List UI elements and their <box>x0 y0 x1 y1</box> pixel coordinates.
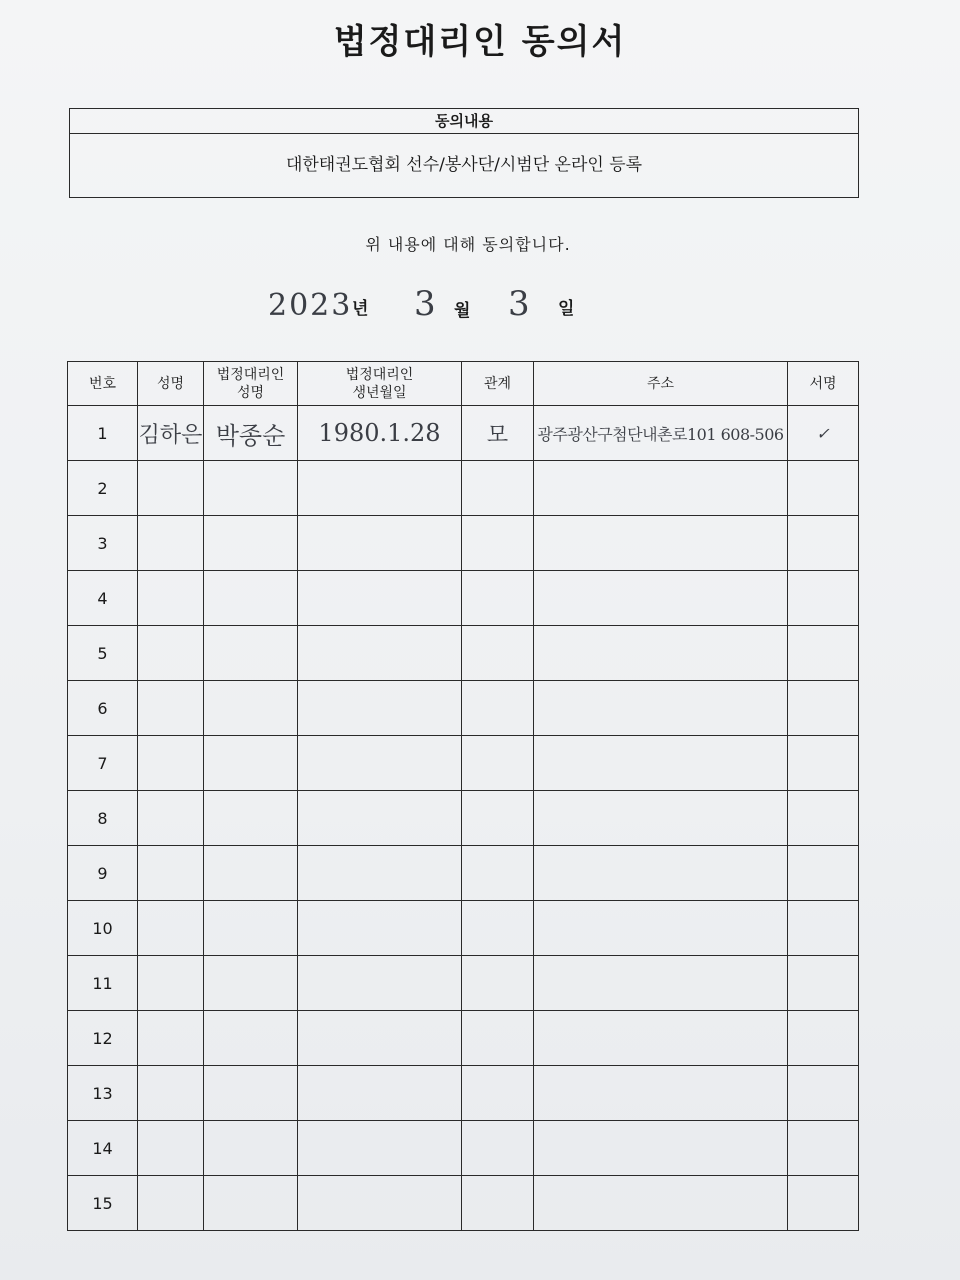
cell-name <box>138 1176 204 1231</box>
row-number: 15 <box>68 1176 138 1231</box>
cell-name <box>138 956 204 1011</box>
cell-name <box>138 1121 204 1176</box>
header-guardian-birth <box>298 362 462 406</box>
cell-guardian-name <box>204 736 298 791</box>
cell-signature <box>788 956 859 1011</box>
row-number: 2 <box>68 461 138 516</box>
header-guardian-birth-line2: 생년월일 <box>352 384 407 401</box>
row-number: 1 <box>68 406 138 461</box>
cell-address <box>534 846 788 901</box>
date-month-label: 월 <box>454 301 471 321</box>
header-signature: 서명 <box>788 362 859 406</box>
row-number: 4 <box>68 571 138 626</box>
date-month: 3 <box>414 284 436 324</box>
cell-signature <box>788 846 859 901</box>
cell-guardian-birth <box>298 1011 462 1066</box>
cell-name <box>138 1066 204 1121</box>
row-number: 3 <box>68 516 138 571</box>
cell-guardian-birth <box>298 626 462 681</box>
table-row <box>68 571 859 626</box>
cell-name <box>138 461 204 516</box>
cell-address <box>534 571 788 626</box>
row-number: 5 <box>68 626 138 681</box>
cell-address <box>534 736 788 791</box>
header-guardian-name-line2: 성명 <box>236 384 265 401</box>
cell-guardian-birth <box>298 516 462 571</box>
table-row <box>68 1176 859 1231</box>
cell-relation <box>462 901 534 956</box>
cell-signature: ✓ <box>788 406 859 461</box>
cell-guardian-name <box>204 901 298 956</box>
cell-address <box>534 1121 788 1176</box>
cell-name <box>138 571 204 626</box>
cell-relation <box>462 1176 534 1231</box>
cell-relation <box>462 1121 534 1176</box>
cell-address <box>534 1011 788 1066</box>
cell-guardian-birth: 1980.1.28 <box>298 406 462 461</box>
table-header-row <box>68 362 859 406</box>
cell-relation <box>462 681 534 736</box>
consent-header: 동의내용 <box>70 109 858 134</box>
date-line <box>0 284 960 328</box>
cell-signature <box>788 1011 859 1066</box>
row-number: 14 <box>68 1121 138 1176</box>
cell-relation <box>462 516 534 571</box>
agreement-statement: 위 내용에 대해 동의합니다. <box>365 235 571 254</box>
date-day-label: 일 <box>558 299 575 319</box>
cell-guardian-name <box>204 461 298 516</box>
cell-guardian-name <box>204 956 298 1011</box>
cell-guardian-birth <box>298 681 462 736</box>
table-row <box>68 1121 859 1176</box>
cell-guardian-birth <box>298 791 462 846</box>
cell-guardian-birth <box>298 1066 462 1121</box>
cell-relation <box>462 1011 534 1066</box>
row-number: 12 <box>68 1011 138 1066</box>
cell-guardian-birth <box>298 956 462 1011</box>
table-row <box>68 791 859 846</box>
cell-guardian-name <box>204 846 298 901</box>
cell-signature <box>788 626 859 681</box>
cell-name <box>138 736 204 791</box>
header-guardian-birth-line1: 법정대리인 <box>345 366 414 383</box>
table-row <box>68 1011 859 1066</box>
cell-address <box>534 1176 788 1231</box>
table-row <box>68 406 859 461</box>
cell-address <box>534 1066 788 1121</box>
cell-guardian-birth <box>298 901 462 956</box>
table-row <box>68 461 859 516</box>
cell-name <box>138 681 204 736</box>
cell-guardian-name <box>204 791 298 846</box>
document-title: 법정대리인 동의서 <box>333 22 627 62</box>
table-row <box>68 736 859 791</box>
table-row <box>68 626 859 681</box>
table-row <box>68 901 859 956</box>
cell-relation: 모 <box>462 406 534 461</box>
cell-guardian-name <box>204 681 298 736</box>
row-number: 8 <box>68 791 138 846</box>
date-day: 3 <box>508 284 530 324</box>
cell-guardian-birth <box>298 1176 462 1231</box>
row-number: 11 <box>68 956 138 1011</box>
header-guardian-name-line1: 법정대리인 <box>216 366 285 383</box>
cell-signature <box>788 791 859 846</box>
cell-name <box>138 1011 204 1066</box>
cell-signature <box>788 1121 859 1176</box>
cell-guardian-birth <box>298 1121 462 1176</box>
cell-address: 광주광산구첨단내촌로101 608-506 <box>534 406 788 461</box>
cell-signature <box>788 736 859 791</box>
cell-relation <box>462 956 534 1011</box>
cell-guardian-birth <box>298 736 462 791</box>
header-guardian-name <box>204 362 298 406</box>
cell-guardian-name <box>204 1176 298 1231</box>
cell-name <box>138 791 204 846</box>
cell-signature <box>788 516 859 571</box>
row-number: 6 <box>68 681 138 736</box>
cell-relation <box>462 1066 534 1121</box>
cell-relation <box>462 791 534 846</box>
cell-relation <box>462 571 534 626</box>
cell-guardian-name <box>204 571 298 626</box>
cell-signature <box>788 1176 859 1231</box>
cell-address <box>534 461 788 516</box>
cell-name <box>138 516 204 571</box>
cell-signature <box>788 461 859 516</box>
cell-guardian-birth <box>298 846 462 901</box>
date-year: 2023 <box>268 288 353 323</box>
cell-relation <box>462 736 534 791</box>
row-number: 9 <box>68 846 138 901</box>
cell-name <box>138 846 204 901</box>
table-row <box>68 681 859 736</box>
cell-name <box>138 626 204 681</box>
cell-guardian-name <box>204 1066 298 1121</box>
cell-guardian-name <box>204 516 298 571</box>
header-relation: 관계 <box>462 362 534 406</box>
cell-signature <box>788 571 859 626</box>
cell-guardian-name: 박종순 <box>204 406 298 461</box>
cell-name <box>138 901 204 956</box>
cell-relation <box>462 626 534 681</box>
header-name: 성명 <box>138 362 204 406</box>
header-address: 주소 <box>534 362 788 406</box>
cell-guardian-name <box>204 1011 298 1066</box>
guardian-roster-table <box>67 361 859 1231</box>
cell-relation <box>462 846 534 901</box>
cell-guardian-birth <box>298 571 462 626</box>
cell-guardian-name <box>204 626 298 681</box>
cell-address <box>534 791 788 846</box>
cell-signature <box>788 1066 859 1121</box>
cell-signature <box>788 681 859 736</box>
row-number: 13 <box>68 1066 138 1121</box>
cell-guardian-name <box>204 1121 298 1176</box>
cell-address <box>534 956 788 1011</box>
date-year-label: 년 <box>352 299 369 319</box>
table-row <box>68 846 859 901</box>
cell-signature <box>788 901 859 956</box>
consent-box <box>69 108 859 198</box>
consent-content: 대한태권도협회 선수/봉사단/시범단 온라인 등록 <box>285 155 643 175</box>
row-number: 7 <box>68 736 138 791</box>
header-no: 번호 <box>68 362 138 406</box>
cell-relation <box>462 461 534 516</box>
cell-name: 김하은 <box>138 406 204 461</box>
cell-address <box>534 901 788 956</box>
table-row <box>68 516 859 571</box>
cell-guardian-birth <box>298 461 462 516</box>
cell-address <box>534 681 788 736</box>
table-row <box>68 956 859 1011</box>
row-number: 10 <box>68 901 138 956</box>
cell-address <box>534 516 788 571</box>
table-row <box>68 1066 859 1121</box>
cell-address <box>534 626 788 681</box>
